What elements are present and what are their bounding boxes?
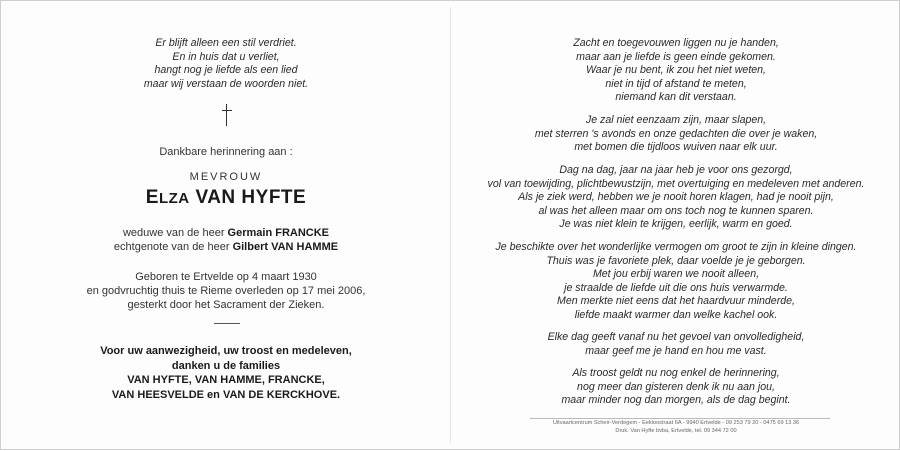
relation-widow (1, 227, 451, 239)
separator (214, 323, 240, 324)
first-name-initial: E (145, 187, 159, 208)
poem-line: maar geef me je hand en hou me vast. (585, 344, 767, 357)
poem-line: hangt nog je liefde als een lied (154, 64, 298, 77)
thanks-line: VAN HEESVELDE en VAN DE KERCKHOVE. (111, 388, 341, 401)
first-name-rest: LZA (158, 190, 190, 207)
left-page (1, 1, 451, 451)
thanks-line: danken u de families (171, 359, 281, 372)
poem-line: Men merkte niet eens dat het haardvuur minderde, (557, 295, 795, 308)
poem-line: Dag na dag, jaar na jaar heb je voor ons gezorgd, (559, 164, 793, 176)
poem-line: Met jou erbij waren we nooit alleen, (592, 268, 760, 281)
relation-name: Germain FRANCKE (227, 227, 330, 239)
dedication-text: Dankbare herinnering aan : (159, 146, 293, 158)
detail-line: en godvruchtig thuis te Rieme overleden op 17 mei 2006, (86, 285, 366, 297)
poem-line: Zacht en toegevouwen liggen nu je handen, (573, 37, 779, 49)
poem-line: liefde maakt warmer dan welke kachel ook. (574, 308, 778, 321)
poem-line: je straalde de liefde uit die ons huis verwarmde. (564, 281, 788, 294)
honorific-title: MEVROUW (189, 171, 263, 183)
right-page (451, 1, 900, 451)
printer-credits (451, 419, 900, 435)
detail-line: gesterkt door het Sacrament der Zieken. (127, 299, 325, 311)
poem-line: Elke dag geeft vanaf nu het gevoel van onvolledigheid, (547, 331, 805, 343)
opening-poem (1, 37, 451, 91)
poem-line: Thuis was je favoriete plek, daar voelde je je geborgen. (546, 254, 806, 267)
poem-stanza (451, 114, 900, 155)
poem-line: En in huis dat u verliet, (172, 50, 280, 63)
poem-line: Waar je nu bent, ik zou het niet weten, (585, 64, 766, 77)
poem-line: al was het alleen maar om ons toch nog te kunnen sparen. (538, 204, 814, 217)
poem-line: Er blijft alleen een stil verdriet. (155, 37, 297, 49)
cross-icon (221, 104, 233, 126)
thanks-line: VAN HYFTE, VAN HAMME, FRANCKE, (127, 374, 325, 386)
poem-stanza (451, 241, 900, 323)
poem-line: maar wij verstaan de woorden niet. (143, 77, 309, 90)
printer-line: Uitvaartcentrum Scheir-Verdegem - Eekloostraat 6A - 9940 Ertvelde - 09 253 79 20 - 0475 69 13 36 (552, 420, 800, 426)
deceased-name (1, 187, 451, 209)
poem-line: maar minder nog dan morgen, als de dag begint. (561, 394, 791, 407)
poem-line: met bomen die tijdloos wuiven naar elk uur. (574, 141, 778, 154)
poem-line: maar aan je liefde is geen einde gekomen. (576, 50, 776, 63)
poem-stanza (451, 331, 900, 358)
printer-line: Druk. Van Hyfte bvba, Ertvelde, tel. 09 344 72 00 (615, 428, 737, 434)
poem-line: vol van toewijding, plichtbewustzijn, met overtuiging en medeleven met anderen. (487, 177, 865, 190)
relation-prefix: echtgenote van de heer (113, 241, 230, 253)
poem-stanza (451, 367, 900, 408)
relation-name: Gilbert VAN HAMME (232, 241, 339, 253)
poem-line: Je beschikte over het wonderlijke vermogen om groot te zijn in kleine dingen. (495, 241, 857, 253)
poem-stanza (451, 37, 900, 105)
relation-spouse (1, 241, 451, 253)
poem-line: Je zal niet eenzaam zijn, maar slapen, (585, 114, 767, 126)
thanks-line: Voor uw aanwezigheid, uw troost en medeleven, (100, 345, 352, 357)
last-name: VAN HYFTE (195, 187, 307, 208)
poem-line: nog meer dan gisteren denk ik nu aan jou, (577, 380, 775, 393)
thanks-block (1, 344, 451, 402)
poem-line: niet in tijd of afstand te meten, (605, 77, 747, 90)
poem-line: niemand kan dit verstaan. (615, 91, 737, 104)
poem-line: Als troost geldt nu nog enkel de herinnering, (572, 367, 780, 379)
poem-line: Als je ziek werd, hebben we je nooit horen klagen, had je nooit pijn, (518, 191, 834, 204)
poem-line: met sterren 's avonds en onze gedachten die over je waken, (534, 127, 818, 140)
relation-prefix: weduwe van de heer (122, 227, 225, 239)
detail-line: Geboren te Ertvelde op 4 maart 1930 (135, 271, 317, 283)
poem-line: Je was niet klein te krijgen, eerlijk, warm en goed. (559, 218, 793, 231)
poem-stanza (451, 164, 900, 232)
birth-death-details (1, 270, 451, 312)
